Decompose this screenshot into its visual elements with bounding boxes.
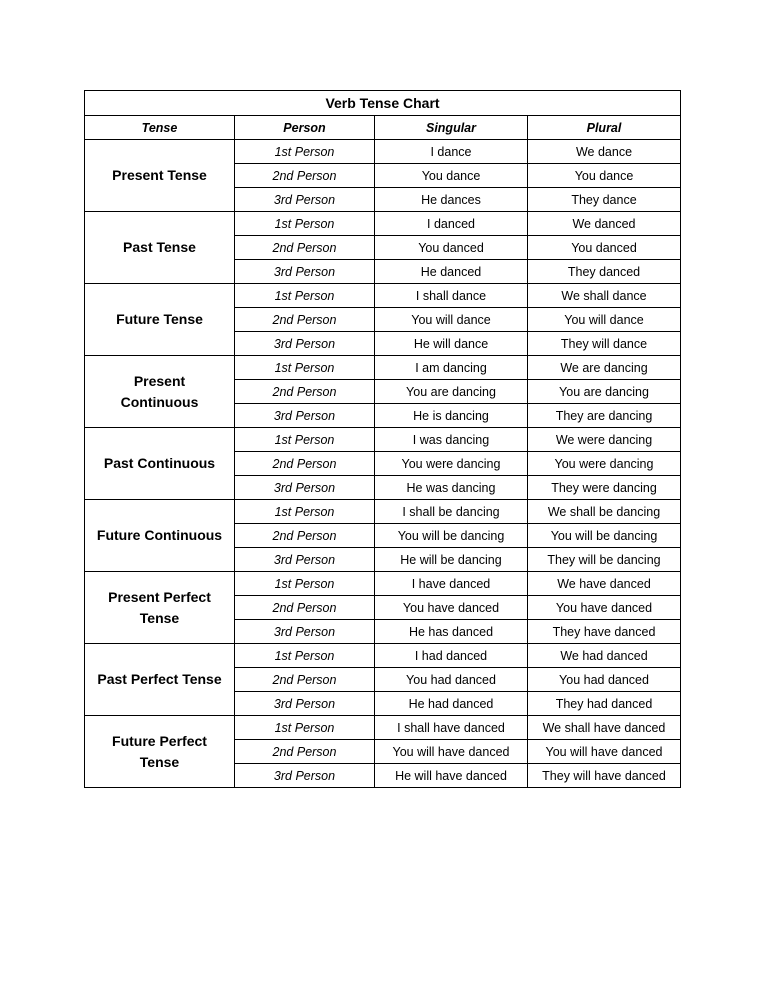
person-cell: 3rd Person <box>235 548 375 572</box>
person-cell: 2nd Person <box>235 452 375 476</box>
tense-name-line: Tense <box>139 609 180 626</box>
person-cell: 3rd Person <box>235 764 375 788</box>
singular-cell: You dance <box>375 164 528 188</box>
header-person: Person <box>235 116 375 140</box>
person-cell: 1st Person <box>235 716 375 740</box>
plural-cell: You will have danced <box>528 740 681 764</box>
person-cell: 1st Person <box>235 428 375 452</box>
person-cell: 1st Person <box>235 500 375 524</box>
tense-name-cell <box>85 428 235 500</box>
tense-name-line: Future Perfect <box>112 732 207 749</box>
table-row <box>85 428 681 452</box>
plural-cell: You dance <box>528 164 681 188</box>
plural-cell: They had danced <box>528 692 681 716</box>
plural-cell: We shall have danced <box>528 716 681 740</box>
person-cell: 1st Person <box>235 356 375 380</box>
table-row <box>85 212 681 236</box>
singular-cell: He had danced <box>375 692 528 716</box>
plural-cell: We shall dance <box>528 284 681 308</box>
singular-cell: You are dancing <box>375 380 528 404</box>
plural-cell: They danced <box>528 260 681 284</box>
title-row <box>85 91 681 116</box>
person-cell: 3rd Person <box>235 620 375 644</box>
singular-cell: I dance <box>375 140 528 164</box>
table-title: Verb Tense Chart <box>85 91 681 116</box>
plural-cell: We are dancing <box>528 356 681 380</box>
singular-cell: I shall dance <box>375 284 528 308</box>
plural-cell: You danced <box>528 236 681 260</box>
header-row <box>85 116 681 140</box>
plural-cell: You have danced <box>528 596 681 620</box>
singular-cell: I shall have danced <box>375 716 528 740</box>
plural-cell: We dance <box>528 140 681 164</box>
tense-name-line: Continuous <box>120 393 199 410</box>
singular-cell: You were dancing <box>375 452 528 476</box>
person-cell: 3rd Person <box>235 188 375 212</box>
person-cell: 1st Person <box>235 140 375 164</box>
singular-cell: He will be dancing <box>375 548 528 572</box>
tense-name-cell <box>85 140 235 212</box>
singular-cell: I had danced <box>375 644 528 668</box>
plural-cell: You had danced <box>528 668 681 692</box>
person-cell: 2nd Person <box>235 596 375 620</box>
person-cell: 1st Person <box>235 644 375 668</box>
tense-name-cell <box>85 212 235 284</box>
singular-cell: He dances <box>375 188 528 212</box>
person-cell: 2nd Person <box>235 524 375 548</box>
plural-cell: We were dancing <box>528 428 681 452</box>
singular-cell: I was dancing <box>375 428 528 452</box>
plural-cell: We shall be dancing <box>528 500 681 524</box>
singular-cell: He will have danced <box>375 764 528 788</box>
person-cell: 2nd Person <box>235 308 375 332</box>
header-singular: Singular <box>375 116 528 140</box>
tense-name-cell <box>85 500 235 572</box>
person-cell: 1st Person <box>235 212 375 236</box>
person-cell: 3rd Person <box>235 332 375 356</box>
tense-name-line: Present Perfect <box>108 588 211 605</box>
plural-cell: They will be dancing <box>528 548 681 572</box>
plural-cell: You were dancing <box>528 452 681 476</box>
tense-name-cell <box>85 572 235 644</box>
person-cell: 2nd Person <box>235 380 375 404</box>
tense-name-line: Past Continuous <box>103 455 216 471</box>
plural-cell: They are dancing <box>528 404 681 428</box>
tense-name-cell <box>85 284 235 356</box>
plural-cell: We had danced <box>528 644 681 668</box>
tense-name-line: Future Continuous <box>96 527 223 543</box>
singular-cell: I shall be dancing <box>375 500 528 524</box>
singular-cell: He will dance <box>375 332 528 356</box>
singular-cell: You have danced <box>375 596 528 620</box>
singular-cell: He was dancing <box>375 476 528 500</box>
tense-name-line: Tense <box>139 753 180 770</box>
plural-cell: You will be dancing <box>528 524 681 548</box>
tense-name-cell <box>85 356 235 428</box>
plural-cell: They will dance <box>528 332 681 356</box>
person-cell: 3rd Person <box>235 404 375 428</box>
tense-name-cell <box>85 644 235 716</box>
singular-cell: I danced <box>375 212 528 236</box>
plural-cell: They have danced <box>528 620 681 644</box>
tense-name-line: Past Perfect Tense <box>97 671 222 687</box>
table-row <box>85 284 681 308</box>
table-body <box>85 140 681 788</box>
tense-name-cell <box>85 716 235 788</box>
singular-cell: I am dancing <box>375 356 528 380</box>
header-plural: Plural <box>528 116 681 140</box>
singular-cell: I have danced <box>375 572 528 596</box>
plural-cell: They were dancing <box>528 476 681 500</box>
plural-cell: They will have danced <box>528 764 681 788</box>
singular-cell: You had danced <box>375 668 528 692</box>
header-tense: Tense <box>85 116 235 140</box>
person-cell: 2nd Person <box>235 164 375 188</box>
singular-cell: He danced <box>375 260 528 284</box>
person-cell: 2nd Person <box>235 236 375 260</box>
singular-cell: You danced <box>375 236 528 260</box>
table-row <box>85 572 681 596</box>
table-row <box>85 140 681 164</box>
person-cell: 2nd Person <box>235 740 375 764</box>
plural-cell: They dance <box>528 188 681 212</box>
plural-cell: You will dance <box>528 308 681 332</box>
plural-cell: You are dancing <box>528 380 681 404</box>
verb-tense-table <box>84 90 681 788</box>
table-row <box>85 356 681 380</box>
person-cell: 3rd Person <box>235 692 375 716</box>
person-cell: 2nd Person <box>235 668 375 692</box>
person-cell: 3rd Person <box>235 476 375 500</box>
plural-cell: We have danced <box>528 572 681 596</box>
tense-name-line: Present Tense <box>112 167 207 183</box>
table-row <box>85 644 681 668</box>
tense-name-line: Present <box>133 372 186 389</box>
plural-cell: We danced <box>528 212 681 236</box>
tense-name-line: Past Tense <box>123 239 196 255</box>
singular-cell: You will be dancing <box>375 524 528 548</box>
singular-cell: He has danced <box>375 620 528 644</box>
person-cell: 3rd Person <box>235 260 375 284</box>
tense-name-line: Future Tense <box>116 311 203 327</box>
singular-cell: He is dancing <box>375 404 528 428</box>
person-cell: 1st Person <box>235 572 375 596</box>
singular-cell: You will have danced <box>375 740 528 764</box>
table-row <box>85 716 681 740</box>
person-cell: 1st Person <box>235 284 375 308</box>
singular-cell: You will dance <box>375 308 528 332</box>
table-row <box>85 500 681 524</box>
